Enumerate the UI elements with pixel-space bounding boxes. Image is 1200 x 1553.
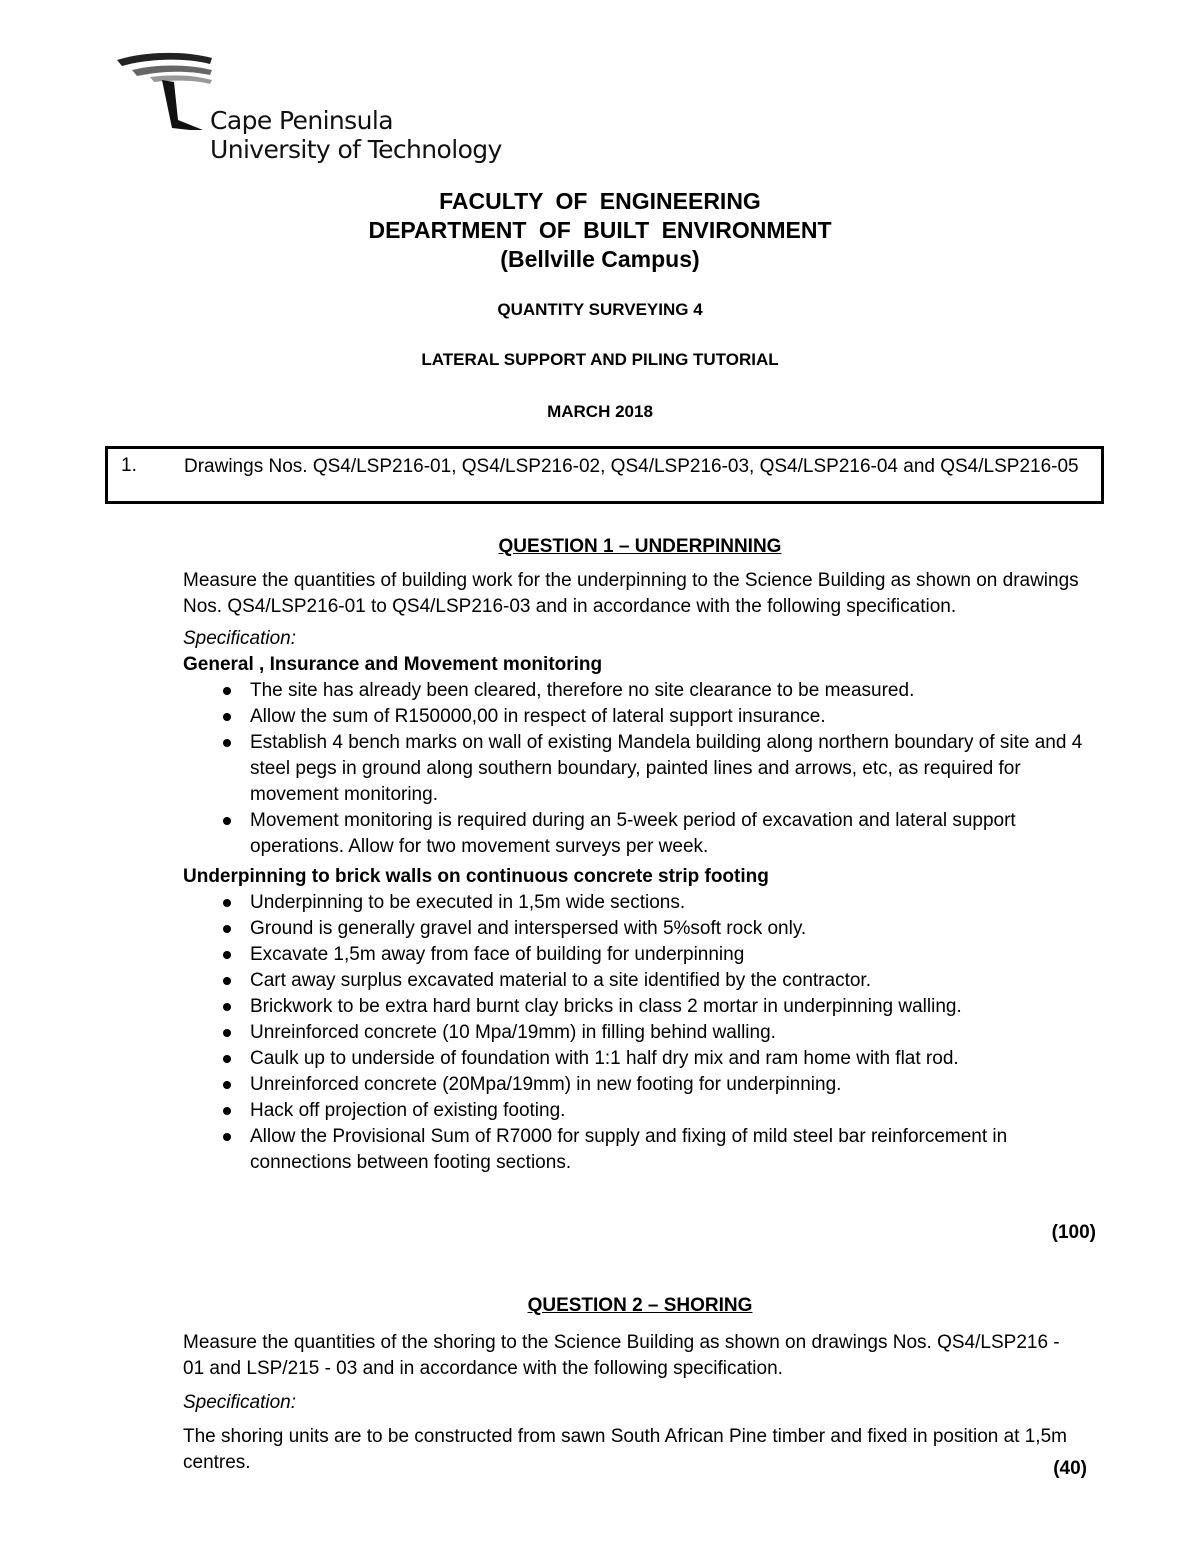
logo-line-1: Cape Peninsula [210,106,393,135]
section-general-list [183,678,1098,860]
campus-title: (Bellville Campus) [500,246,700,272]
question-2-title: QUESTION 2 – SHORING [527,1295,753,1316]
drawings-item-number: 1. [121,455,137,476]
drawings-list: Drawings Nos. QS4/LSP216-01, QS4/LSP216-02, QS4/LSP216-03, QS4/LSP216-04 and QS4/LSP216-05 [184,456,1079,477]
list-item: Caulk up to underside of foundation with 1:1 half dry mix and ram home with flat rod. [183,1046,1098,1072]
list-item: Excavate 1,5m away from face of building for underpinning [183,942,1098,968]
question-1-body [183,568,1098,1176]
question-1-spec-label: Specification: [183,628,297,649]
department-title: DEPARTMENT OF BUILT ENVIRONMENT [368,217,832,243]
logo-line-2: University of Technology [210,135,502,164]
list-item: Movement monitoring is required during an 5-week period of excavation and lateral support operations. Allow for two movement surveys per week. [183,808,1098,860]
section-underpinning-heading: Underpinning to brick walls on continuous concrete strip footing [183,866,769,887]
logo-wordmark [210,106,502,164]
list-item: Underpinning to be executed in 1,5m wide sections. [183,890,1098,916]
question-1-marks: (100) [1051,1222,1096,1243]
drawings-reference-box [105,446,1104,504]
section-underpinning-list [183,890,1098,1176]
list-item: Ground is generally gravel and interspersed with 5%soft rock only. [183,916,1098,942]
question-2-body [183,1330,1083,1476]
list-item: Allow the sum of R150000,00 in respect of lateral support insurance. [183,704,1098,730]
list-item: The site has already been cleared, therefore no site clearance to be measured. [183,678,1098,704]
faculty-title: FACULTY OF ENGINEERING [439,188,761,214]
question-2-spec-label: Specification: [183,1392,297,1413]
question-2-intro: Measure the quantities of the shoring to the Science Building as shown on drawings Nos. QS4/LSP216 - 01 and LSP/215 - 03 and in accordance with the following specification. [183,1332,1060,1379]
question-1-title: QUESTION 1 – UNDERPINNING [498,536,782,557]
list-item: Hack off projection of existing footing. [183,1098,1098,1124]
list-item: Unreinforced concrete (10 Mpa/19mm) in filling behind walling. [183,1020,1098,1046]
university-logo [112,50,502,165]
logo-emblem-icon [112,50,212,130]
question-1-intro: Measure the quantities of building work for the underpinning to the Science Building as shown on drawings Nos. QS4/LSP216-01 to QS4/LSP216-03 and in accordance with the following specification. [183,570,1079,617]
course-title: QUANTITY SURVEYING 4 [497,300,703,319]
section-general-heading: General , Insurance and Movement monitoring [183,654,603,675]
question-2-body-text: The shoring units are to be constructed from sawn South African Pine timber and fixed in position at 1,5m centres. [183,1426,1067,1473]
question-2-marks: (40) [1053,1458,1087,1479]
list-item: Allow the Provisional Sum of R7000 for supply and fixing of mild steel bar reinforcement in connections between footing sections. [183,1124,1098,1176]
tutorial-date: MARCH 2018 [547,402,653,421]
faculty-header [0,187,1200,274]
list-item: Brickwork to be extra hard burnt clay bricks in class 2 mortar in underpinning walling. [183,994,1098,1020]
tutorial-title: LATERAL SUPPORT AND PILING TUTORIAL [421,350,779,369]
list-item: Unreinforced concrete (20Mpa/19mm) in new footing for underpinning. [183,1072,1098,1098]
list-item: Establish 4 bench marks on wall of existing Mandela building along northern boundary of site and 4 steel pegs in ground along southern boundary, painted lines and arrows, etc, as required for movement monitoring. [183,730,1098,808]
list-item: Cart away surplus excavated material to a site identified by the contractor. [183,968,1098,994]
